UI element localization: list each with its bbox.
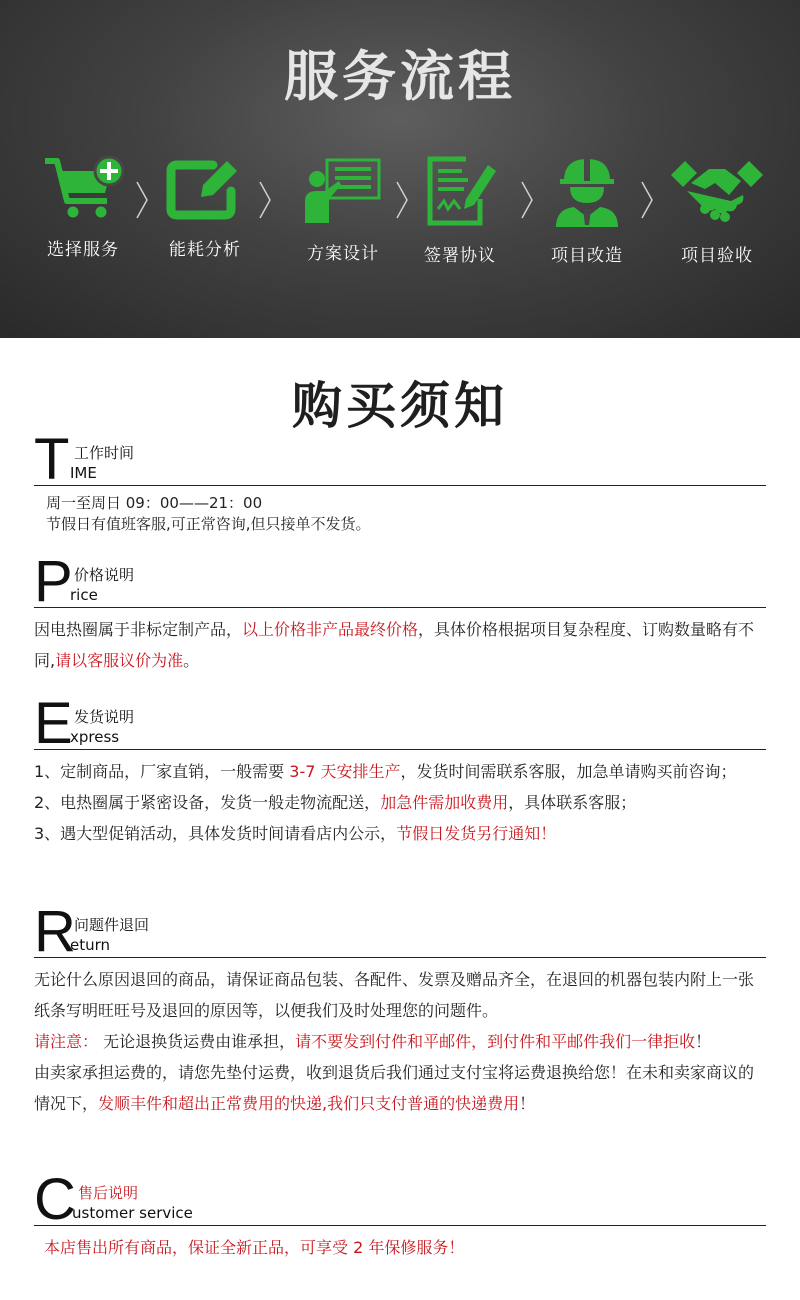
return-text: ！: [695, 1032, 712, 1051]
section-title-en: ustomer service: [72, 1204, 193, 1222]
section-header: [34, 691, 766, 756]
price-highlight: 以上价格非产品最终价格: [242, 620, 419, 639]
section-body: [34, 1226, 766, 1263]
step-label: 方案设计: [307, 244, 379, 264]
step-energy-analysis: [150, 155, 260, 260]
section-title-cn: 发货说明: [74, 708, 135, 726]
step-label: 项目验收: [681, 246, 753, 266]
express-item-3: [34, 818, 766, 849]
express-text: 1、定制商品，厂家直销，一般需要: [34, 762, 290, 781]
section-return: [34, 899, 766, 1119]
work-hours-text: 周一至周日 09：00——21：00: [46, 494, 263, 512]
section-title-cn: 价格说明: [74, 566, 135, 584]
express-text: 2、电热圈属于紧密设备，发货一般走物流配送，: [34, 793, 381, 812]
section-title-en: eturn: [70, 936, 111, 954]
return-paragraph-3: [34, 1057, 766, 1119]
service-process-banner: [0, 0, 800, 338]
section-header: [34, 427, 766, 492]
banner-title: 服务流程: [284, 45, 516, 108]
express-text: ，发货时间需联系客服，加急单请购买前咨询；: [400, 762, 737, 781]
step-label: 项目改造: [551, 246, 623, 266]
price-text: 因电热圈属于非标定制产品，: [34, 620, 243, 639]
section-body: [34, 750, 766, 849]
return-highlight: 发顺丰件和超出正常费用的快递,我们只支付普通的快递费用: [98, 1094, 520, 1113]
holiday-note-text: 节假日有值班客服,可正常咨询,但只接单不发货。: [46, 515, 371, 533]
section-express: [34, 691, 766, 849]
return-paragraph-1: 无论什么原因退回的商品，请保证商品包装、各配件、发票及赠品齐全，在退回的机器包装内附上一张纸条写明旺旺号及退回的原因等，以便我们及时处理您的问题件。: [34, 970, 755, 1020]
warranty-text: 本店售出所有商品，保证全新正品，可享受 2 年保修服务！: [44, 1238, 465, 1257]
chevron-right-icon: [135, 180, 149, 220]
signed-document-icon: [422, 155, 498, 227]
section-after-sales: [34, 1167, 766, 1263]
step-project-renovation: [532, 155, 642, 266]
step-label: 能耗分析: [169, 240, 241, 260]
section-title-cn: 问题件退回: [74, 916, 150, 934]
express-item-2: [34, 787, 766, 818]
price-highlight: 请以客服议价为准: [55, 651, 184, 670]
chevron-right-icon: [258, 180, 272, 220]
return-paragraph-2: [34, 1026, 766, 1057]
step-sign-agreement: [405, 155, 515, 266]
purchase-notice-title: 购买须知: [292, 377, 508, 435]
section-title-en: rice: [70, 586, 98, 604]
step-label: 签署协议: [424, 246, 496, 266]
section-work-time: [34, 427, 766, 535]
section-body: [34, 486, 766, 535]
express-item-1: [34, 756, 766, 787]
step-select-service: [28, 155, 138, 260]
section-title-en: xpress: [70, 728, 120, 746]
return-text: 由卖家承担运费的，请您先垫付运费，收到退货后我们通过支付宝将运费退换给您！在未和卖家商议的情况下，: [34, 1063, 755, 1113]
section-price: [34, 549, 766, 676]
express-highlight: 节假日发货另行通知！: [396, 824, 557, 843]
presentation-icon: [303, 155, 383, 225]
process-steps: [0, 155, 800, 275]
section-body: [34, 958, 766, 1119]
section-initial-letter: P: [34, 549, 73, 614]
section-header: [34, 899, 766, 964]
section-initial-letter: E: [34, 691, 73, 756]
shopping-cart-icon: [41, 155, 125, 221]
edit-box-icon: [165, 155, 245, 221]
section-header: [34, 1167, 766, 1232]
section-header: [34, 549, 766, 614]
step-plan-design: [288, 155, 398, 264]
section-initial-letter: C: [34, 1167, 76, 1232]
section-title-en: IME: [70, 464, 97, 482]
return-highlight: 请不要发到付件和平邮件，到付件和平邮件我们一律拒收: [295, 1032, 696, 1051]
section-initial-letter: T: [34, 427, 70, 492]
section-title-cn: 工作时间: [74, 444, 135, 462]
section-title-cn: 售后说明: [78, 1184, 139, 1202]
return-text: 无论退换货运费由谁承担，: [98, 1032, 296, 1051]
express-text: 3、遇大型促销活动，具体发货时间请看店内公示，: [34, 824, 397, 843]
price-paragraph: [34, 614, 766, 676]
return-highlight: 请注意：: [34, 1032, 99, 1051]
express-text: ，具体联系客服；: [508, 793, 637, 812]
express-highlight: 加急件需加收费用: [380, 793, 509, 812]
step-label: 选择服务: [47, 240, 119, 260]
construction-worker-icon: [552, 155, 622, 227]
step-project-acceptance: [662, 155, 772, 266]
chevron-right-icon: [640, 180, 654, 220]
handshake-icon: [669, 155, 765, 227]
express-highlight: 3-7 天安排生产: [289, 762, 401, 781]
price-text: ，具体价格根据项目复杂程度、订购数量略有不同,: [34, 620, 755, 670]
return-text: ！: [519, 1094, 536, 1113]
price-text: 。: [183, 651, 200, 670]
section-body: [34, 608, 766, 676]
section-initial-letter: R: [34, 899, 76, 964]
